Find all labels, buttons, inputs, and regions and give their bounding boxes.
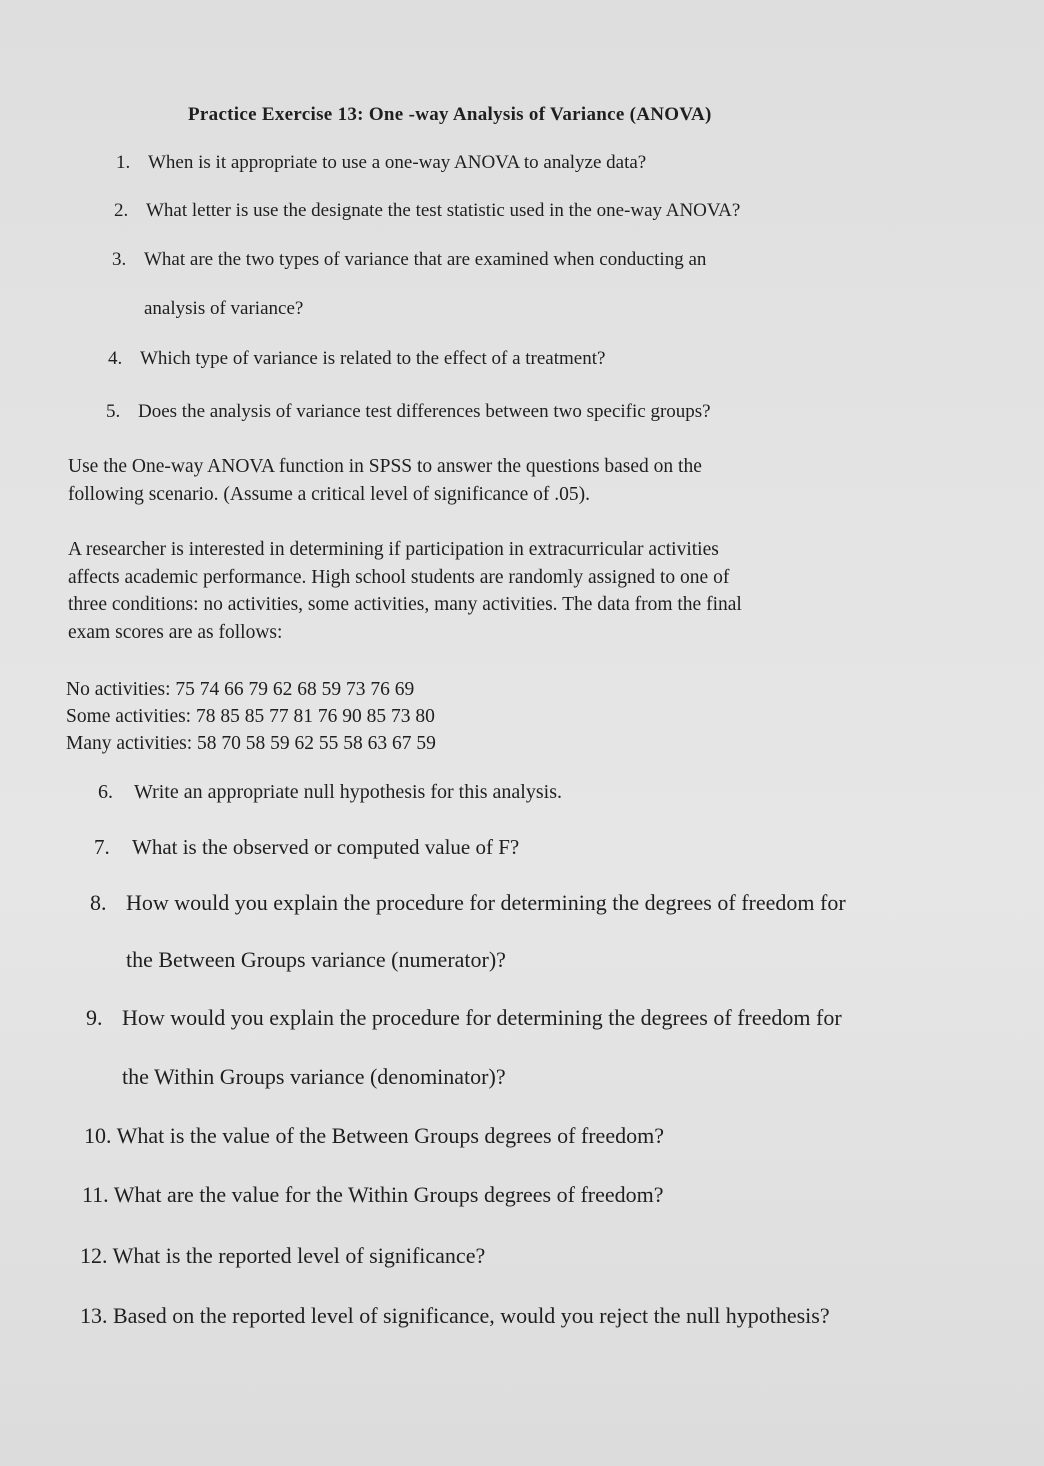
question-text: Based on the reported level of significance, would you reject the null hypothesis? — [113, 1303, 830, 1328]
page-title: Practice Exercise 13: One -way Analysis of Variance (ANOVA) — [188, 104, 712, 125]
question-number: 2. — [114, 200, 129, 221]
question-text: How would you explain the procedure for determining the degrees of freedom for — [122, 1005, 842, 1030]
question-text: What is the value of the Between Groups degrees of freedom? — [116, 1123, 664, 1148]
scenario-paragraph — [68, 536, 928, 646]
question-number: 13. — [80, 1303, 108, 1328]
question-text: What are the value for the Within Groups degrees of freedom? — [113, 1182, 664, 1207]
question-3-continuation: analysis of variance? — [144, 298, 304, 319]
question-7 — [94, 835, 519, 860]
question-number: 11. — [82, 1182, 109, 1207]
question-10 — [84, 1123, 664, 1149]
question-number: 12. — [80, 1243, 108, 1268]
scenario-line: exam scores are as follows: — [68, 621, 283, 643]
question-text: Which type of variance is related to the effect of a treatment? — [140, 348, 606, 369]
question-text: Write an appropriate null hypothesis for this analysis. — [134, 781, 562, 803]
scenario-line: three conditions: no activities, some activities, many activities. The data from the final — [68, 594, 742, 615]
data-row-many-activities: Many activities: 58 70 58 59 62 55 58 63 67 59 — [66, 733, 436, 754]
exam-score-data — [66, 676, 436, 757]
instructions-paragraph — [68, 453, 928, 508]
question-number: 1. — [116, 152, 131, 173]
question-number: 9. — [86, 1005, 103, 1030]
question-9-continuation: the Within Groups variance (denominator)? — [122, 1064, 506, 1089]
question-6 — [98, 781, 562, 804]
question-13 — [80, 1303, 830, 1329]
question-text: What are the two types of variance that are examined when conducting an — [144, 249, 707, 270]
question-1 — [116, 152, 646, 174]
question-8 — [90, 890, 846, 916]
question-number: 8. — [90, 890, 107, 915]
question-text: What is the observed or computed value of F? — [132, 835, 520, 859]
question-number: 3. — [112, 249, 127, 270]
data-row-no-activities: No activities: 75 74 66 79 62 68 59 73 76 69 — [66, 679, 415, 700]
question-text: What letter is use the designate the test statistic used in the one-way ANOVA? — [146, 200, 741, 221]
question-number: 10. — [84, 1123, 112, 1148]
question-text: What is the reported level of significance? — [112, 1243, 486, 1268]
scenario-line: affects academic performance. High school students are randomly assigned to one of — [68, 566, 730, 588]
instructions-line: Use the One-way ANOVA function in SPSS to answer the questions based on the — [68, 456, 702, 477]
question-3 — [112, 249, 706, 271]
scenario-line: A researcher is interested in determining if participation in extracurricular activities — [68, 539, 719, 560]
question-2 — [114, 200, 740, 222]
question-4 — [108, 348, 605, 370]
question-5 — [106, 401, 711, 423]
data-row-some-activities: Some activities: 78 85 85 77 81 76 90 85 73 80 — [66, 706, 435, 727]
instructions-line: following scenario. (Assume a critical level of significance of .05). — [68, 483, 590, 505]
question-11 — [82, 1182, 664, 1208]
question-number: 5. — [106, 401, 121, 422]
question-number: 6. — [98, 781, 113, 803]
question-text: How would you explain the procedure for determining the degrees of freedom for — [126, 890, 846, 915]
question-number: 7. — [94, 835, 110, 859]
question-text: Does the analysis of variance test differences between two specific groups? — [138, 401, 711, 422]
question-9 — [86, 1005, 842, 1031]
question-number: 4. — [108, 348, 123, 369]
question-12 — [80, 1243, 485, 1269]
question-8-continuation: the Between Groups variance (numerator)? — [126, 947, 506, 972]
question-text: When is it appropriate to use a one-way ANOVA to analyze data? — [148, 152, 647, 173]
